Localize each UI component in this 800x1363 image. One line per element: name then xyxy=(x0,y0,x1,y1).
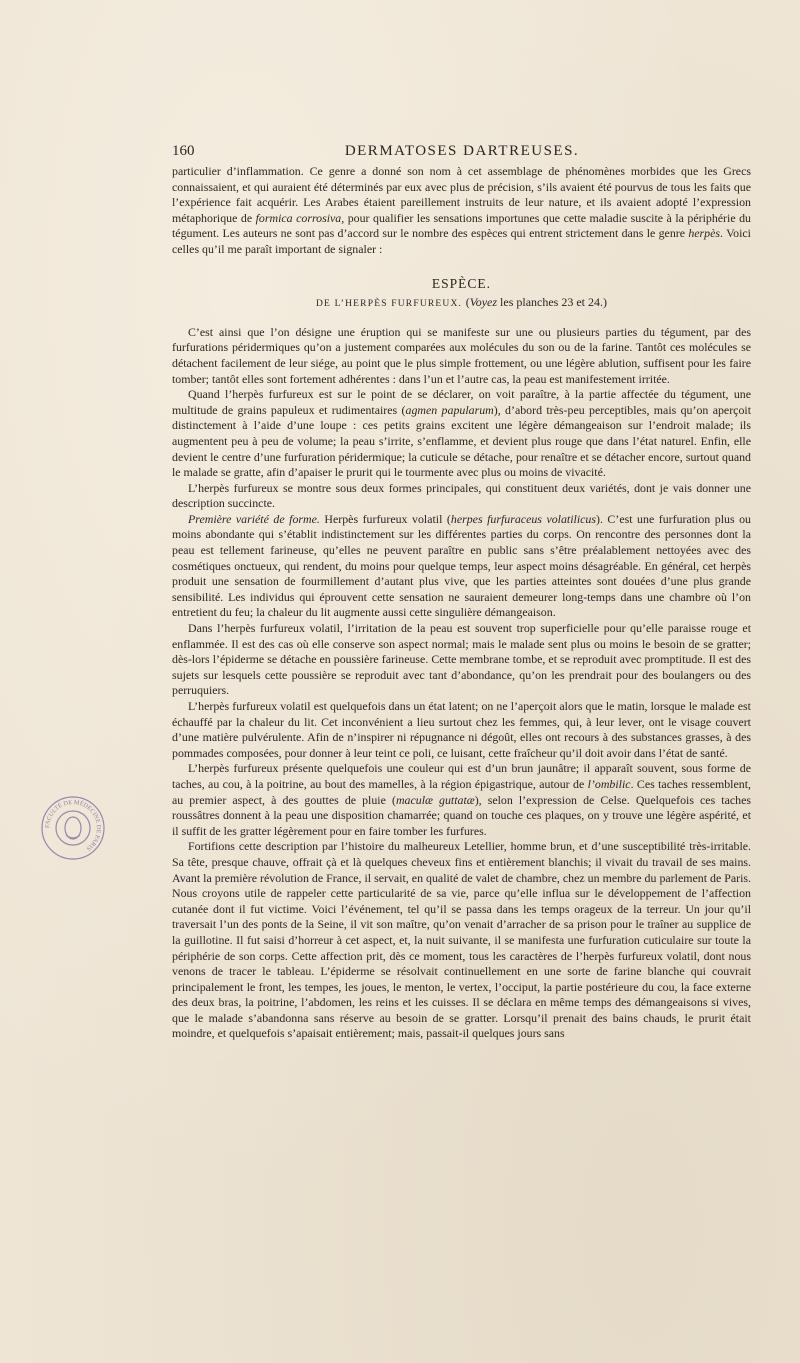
plates-reference: (Voyez les planches 23 et 24.) xyxy=(465,295,607,310)
stamp-text: FACULTÉ DE MÉDECINE DE PARIS xyxy=(43,798,103,853)
page-number: 160 xyxy=(172,143,195,159)
paragraph: L’herpès furfureux volatil est quelquefois dans un état latent; on ne l’aperçoit alors que le matin, lorsque le malade est échauffé par la chaleur du lit. Cet inconvénient a lieu surtout chez les femmes, qui, à leur lever, ont le visage couvert d’une matière pulvérulente. Afin de n’inspirer ni répugnance ni dégoût, elles ont recours à des substances grasses, à des pommades composées, pour donner à leur teint ce poli, ce luisant, cette fraîcheur qu’il doit avoir dans l’état de santé. xyxy=(172,699,751,760)
page-header xyxy=(172,143,752,165)
running-title: DERMATOSES DARTREUSES. xyxy=(344,143,580,159)
paragraph: L’herpès furfureux se montre sous deux formes principales, qui constituent deux variétés, dont je vais donner une description succincte. xyxy=(172,480,751,511)
body-text xyxy=(172,164,751,1042)
paragraph: Fortifions cette description par l’histoire du malheureux Letellier, homme brun, et d’une susceptibilité très-irritable. Sa tête, presque chauve, offrait çà et là quelques cheveux fins et entièrement blanchis; il vivait du travail de ses mains. Avant la première révolution de France, il servait, en qualité de valet de chambre, chez un membre du parlement de Paris. Nous croyons utile de rappeler cette particularité de sa vie, parce qu’elle influa sur le développement de l’affection cutanée dont il fut victime. Voici l’événement, tel qu’il se passa dans les temps orageux de la terreur. Un jour qu’il traversait l’un des ponts de la Seine, il vit son maître, qu’on venait d’arracher de sa prison pour le traîner au supplice de la guillotine. Il fut saisi d’horreur à cet aspect, et, la nuit suivante, il se manifesta une furfuration cuticulaire sur toute la périphérie de son corps. Cette affection prit, dès ce moment, tous les caractères de l’herpès furfureux volatil, dont nous venons de tracer le tableau. L’épiderme se résolvait continuellement en une sorte de farine blanche qui couvrait principalement le front, les tempes, les joues, le menton, le vertex, l’occiput, la partie postérieure du cou, la face externe des deux bras, la poitrine, l’abdomen, les reins et les cuisses. Il se déclara en même temps des démangeaisons si vives, que le malade s’abandonna sans réserve au besoin de se gratter. Lorsqu’il prenait des bains chauds, le prurit était moindre, et quelquefois s’apaisait entièrement; mais, passait-il quelques jours sans xyxy=(172,839,751,1041)
section-title: ESPÈCE. xyxy=(431,275,492,291)
paragraph: C’est ainsi que l’on désigne une éruption qui se manifeste sur une ou plusieurs parties du tégument, par des furfurations péridermiques qu’on a justement comparées aux molécules du son ou de la farine. Tantôt ces molécules se détachent facilement de leur siége, au point que le plus simple frottement, ou une légère ablution, suffisent pour les faire tomber; tantôt elles sont fortement adhérentes : dans l’un et l’autre cas, la peau est manifestement irritée. xyxy=(172,324,751,386)
subtitle-prefix: DE L’HERPÈS FURFUREUX. xyxy=(315,299,463,310)
paragraph: L’herpès furfureux présente quelquefois une couleur qui est d’un brun jaunâtre; il apparaît souvent, sous forme de taches, au cou, à la poitrine, au bout des mamelles, à la région épigastrique, autour de l’ombilic. Ces taches ressemblent, au premier aspect, à des gouttes de pluie (maculæ guttatæ), selon l’expression de Celse. Quelquefois ces taches roussâtres donnent à la peau une disposition chamarrée; quand on touche ces plaques, on y trouve une légère aspérité, et il suffit de les gratter légèrement pour en faire tomber les furfures. xyxy=(172,761,751,838)
paragraph: Dans l’herpès furfureux volatil, l’irritation de la peau est souvent trop superficielle pour qu’elle paraisse rouge et enflammée. Il est des cas où elle conserve son aspect normal; mais le malade sent plus ou moins le besoin de se gratter; dès-lors l’épiderme se détache en poussière farineuse. Cette membrane tombe, et se reproduit avec promptitude. Il est des sujets sur lesquels cette poussière se reproduit avec tant d’abondance, qu’on les prendrait pour des boulangers ou des perruquiers. xyxy=(172,621,751,698)
paragraphs xyxy=(172,325,751,1042)
intro-paragraph: particulier d’inflammation. Ce genre a donné son nom à cet assemblage de phénomènes morbides que les Grecs connaissaient, et qui auraient été déterminés par eux avec plus de précision, s’ils avaient été pourvus de tous les faits que l’expérience fait acquérir. Les Arabes étaient pareillement instruits de leur nature, et ils avaient adopté l’expression métaphorique de formica corrosiva, pour qualifier les sensations importunes que cette maladie suscite à la périphérie du tégument. Les auteurs ne sont pas d’accord sur le nombre des espèces qui entrent strictement dans le genre herpès. Voici celles qu’il me paraît important de signaler : xyxy=(172,164,751,256)
paragraph: Quand l’herpès furfureux est sur le point de se déclarer, on voit paraître, à la partie affectée du tégument, une multitude de grains papuleux et rudimentaires (agmen papularum), d’abord très-peu perceptibles, mais qu’on aperçoit distinctement à l’aide d’une loupe : ces petits grains excitent une légère démangeaison sur l’endroit malade; ils augmentent peu à peu de volume; la peau s’irrite, s’enflamme, et devient plus rouge que dans l’état naturel. Enfin, elle devient le centre d’une furfuration péridermique; la cuticule se détache, pour renaître et se détacher encore, surtout quand le malade se gratte, afin d’apaiser le prurit qui le tourmente avec plus ou moins de vivacité. xyxy=(172,387,751,480)
library-stamp xyxy=(40,795,106,861)
section-subtitle xyxy=(172,295,751,313)
paragraph: Première variété de forme. Herpès furfureux volatil (herpes furfuraceus volatilicus). C’est une furfuration plus ou moins abondante qui s’établit indistinctement sur les différentes parties du corps. On rencontre des personnes dont la peau est tellement farineuse, qu’elles ne peuvent paraître en public sans s’être préalablement nettoyées avec des cosmétiques onctueux, qui rendent, du moins pour quelque temps, leur aspect moins désagréable. En général, cet herpès produit une sensation de fourmillement d’autant plus vive, que les parties atteintes sont douées d’une plus grande sensibilité. Les individus qui éprouvent cette sensation ne sauraient demeurer long-temps dans une chambre où l’on entretient du feu; la chaleur du lit augmente aussi cette singulière démangeaison. xyxy=(172,511,751,620)
